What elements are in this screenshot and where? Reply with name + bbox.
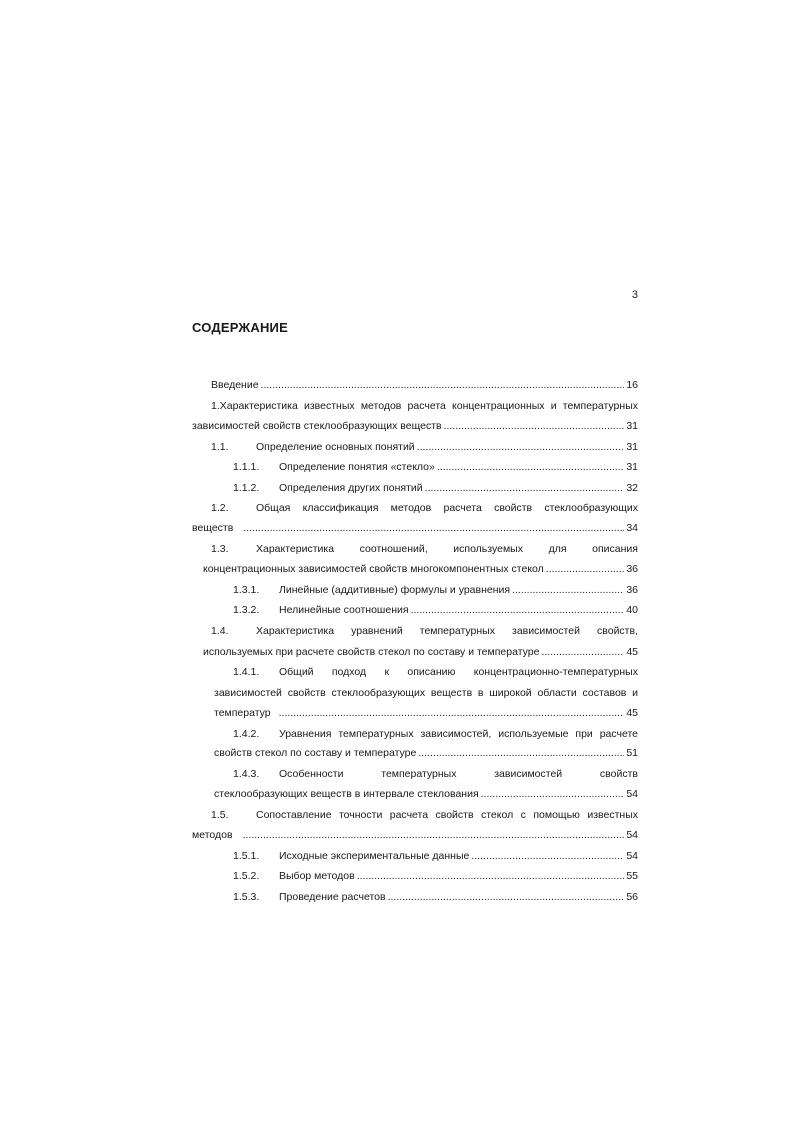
toc-entry-text: Введение [211, 379, 259, 391]
dot-leader [437, 460, 624, 474]
toc-page: 54 [626, 829, 638, 841]
toc-entry-text: свойств стекол по составу и температуре [214, 747, 417, 759]
toc-entry-text: Уравнения температурных зависимостей, используемые при расчете [279, 728, 638, 740]
toc-word: свойств [494, 502, 533, 514]
toc-page: 40 [626, 604, 638, 616]
toc-entry-1-5-line1[interactable] [211, 808, 638, 822]
toc-entry-text: зависимостей свойств стеклообразующих веществ [192, 420, 442, 432]
toc-entry-text: используемых при расчете свойств стекол по составу и температуре [203, 646, 540, 658]
toc-word: стеклообразующих [544, 502, 638, 514]
dot-leader [388, 890, 625, 904]
toc-word: Особенности [279, 768, 344, 780]
toc-entry-text: Нелинейные соотношения [279, 604, 409, 616]
toc-entry-1-5-line2[interactable] [192, 828, 638, 842]
dot-leader [357, 869, 625, 883]
toc-word: свойств [599, 768, 638, 780]
toc-number: 1.4. [211, 625, 229, 637]
toc-entry-1-5-1[interactable] [233, 849, 638, 863]
toc-page: 36 [626, 584, 638, 596]
toc-entry-1-4-3-line2[interactable] [214, 787, 638, 801]
toc-page: 16 [626, 379, 638, 391]
toc-number: 1.3.1. [233, 584, 260, 596]
toc-page: 55 [626, 870, 638, 882]
toc-page: 31 [626, 441, 638, 453]
dot-leader [243, 521, 624, 535]
toc-word: соотношений, [359, 543, 428, 555]
toc-entry-1-2-line2[interactable] [192, 521, 638, 535]
toc-number: 1.5.3. [233, 891, 260, 903]
toc-word: классификация [302, 502, 379, 514]
toc-entry-1-3-2[interactable] [233, 603, 638, 617]
toc-entry-1-4-2-line2[interactable] [214, 746, 638, 760]
toc-page: 36 [626, 563, 638, 575]
toc-page: 34 [626, 522, 638, 534]
toc-page: 31 [626, 420, 638, 432]
toc-number: 1.4.2. [233, 728, 260, 740]
toc-word: используемых [453, 543, 523, 555]
toc-entry-text: методов [192, 829, 233, 841]
dot-leader [546, 562, 625, 576]
toc-entry-1-4-1-line1[interactable] [233, 665, 638, 679]
dot-leader [425, 481, 625, 495]
dot-leader [444, 419, 625, 433]
toc-entry-ch1-line2[interactable] [192, 419, 638, 433]
toc-entry-text: Линейные (аддитивные) формулы и уравнения [279, 584, 511, 596]
toc-page: 54 [626, 788, 638, 800]
toc-entry-1-4-3-line1[interactable] [233, 767, 638, 781]
toc-word: концентрационно-температурных [473, 666, 638, 678]
toc-word: зависимостей [512, 625, 580, 637]
toc-entry-text: Исходные экспериментальные данные [279, 850, 470, 862]
toc-word: температурных [381, 768, 457, 780]
toc-entry-1-1-2[interactable] [233, 481, 638, 495]
toc-page: 56 [626, 891, 638, 903]
toc-entry-text: Определения других понятий [279, 482, 423, 494]
dot-leader [411, 603, 625, 617]
toc-entry-text: Выбор методов [279, 870, 355, 882]
toc-entry-1-5-3[interactable] [233, 890, 638, 904]
toc-word: описанию [407, 666, 456, 678]
toc-word: свойств, [597, 625, 638, 637]
toc-word: методов [390, 502, 432, 514]
toc-entry-1-4-2-line1[interactable] [233, 727, 638, 741]
toc-page: 45 [626, 646, 638, 658]
toc-entry-text: веществ [192, 522, 234, 534]
toc-word: подход [331, 666, 367, 678]
toc-number: 1.4.1. [233, 666, 260, 678]
toc-entry-1-3-line2[interactable] [203, 562, 638, 576]
toc-word: для [548, 543, 567, 555]
toc-word: Общий [279, 666, 314, 678]
toc-entry-1-4-line2[interactable] [203, 645, 638, 659]
toc-number: 1.3.2. [233, 604, 260, 616]
toc-number: 1.5.2. [233, 870, 260, 882]
toc-entry-ch1-line1[interactable]: 1.Характеристика известных методов расчета концентрационных и температурных [211, 400, 638, 412]
dot-leader [512, 583, 624, 597]
toc-title: СОДЕРЖАНИЕ [192, 320, 288, 335]
toc-page: 31 [626, 461, 638, 473]
toc-page: 51 [626, 747, 638, 759]
toc-page: 45 [626, 707, 638, 719]
toc-word: Характеристика [256, 543, 335, 555]
toc-page: 32 [626, 482, 638, 494]
toc-page: 54 [626, 850, 638, 862]
toc-entry-1-4-1-line3[interactable] [214, 706, 638, 720]
toc-entry-text: температур [214, 707, 271, 719]
toc-entry-1-4-line1[interactable] [211, 624, 638, 638]
toc-entry-text: стеклообразующих веществ в интервале стеклования [214, 788, 479, 800]
toc-entry-1-5-2[interactable] [233, 869, 638, 883]
toc-word: уравнений [351, 625, 403, 637]
toc-entry-1-1[interactable] [211, 440, 638, 454]
toc-number: 1.1. [211, 441, 229, 453]
dot-leader [243, 828, 625, 842]
toc-word: описания [592, 543, 638, 555]
toc-word: температурных [419, 625, 495, 637]
toc-entry-1-4-1-line2[interactable]: зависимостей свойств стеклообразующих веществ в широкой области составов и [214, 687, 638, 699]
dot-leader [417, 440, 625, 454]
toc-entry-text: Проведение расчетов [279, 891, 386, 903]
toc-word: Общая [256, 502, 291, 514]
toc-word: зависимостей [494, 768, 563, 780]
toc-word: к [384, 666, 390, 678]
toc-word: Характеристика [256, 625, 335, 637]
toc-entry-text: Определение основных понятий [256, 441, 415, 453]
toc-entry-1-2-line1[interactable] [211, 501, 638, 515]
toc-number: 1.5. [211, 809, 229, 821]
dot-leader [541, 645, 624, 659]
toc-entry-intro[interactable] [211, 378, 638, 392]
toc-entry-text: Определение понятия «стекло» [279, 461, 435, 473]
dot-leader [418, 746, 624, 760]
toc-entry-text: концентрационных зависимостей свойств многокомпонентных стекол [203, 563, 544, 575]
toc-number: 1.5.1. [233, 850, 260, 862]
page-number: 3 [631, 289, 638, 301]
dot-leader [471, 849, 624, 863]
toc-number: 1.3. [211, 543, 229, 555]
toc-entry-1-3-1[interactable] [233, 583, 638, 597]
toc-number: 1.4.3. [233, 768, 260, 780]
toc-number: 1.1.2. [233, 482, 260, 494]
dot-leader [481, 787, 625, 801]
toc-entry-1-1-1[interactable] [233, 460, 638, 474]
dot-leader [261, 378, 625, 392]
toc-entry-1-3-line1[interactable] [211, 542, 638, 556]
dot-leader [279, 706, 625, 720]
toc-number: 1.1.1. [233, 461, 260, 473]
toc-word: расчета [443, 502, 482, 514]
toc-entry-text: Сопоставление точности расчета свойств стекол с помощью известных [256, 809, 638, 821]
toc-number: 1.2. [211, 502, 229, 514]
